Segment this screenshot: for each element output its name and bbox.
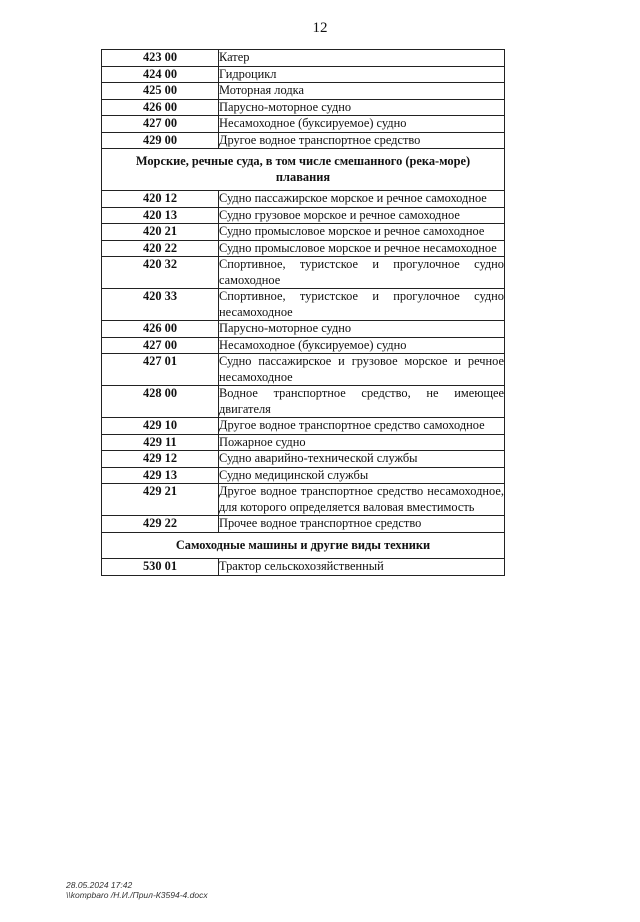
table-row xyxy=(102,207,505,224)
item-code: 424 00 xyxy=(102,66,219,83)
table-row xyxy=(102,66,505,83)
item-description: Прочее водное транспортное средство xyxy=(219,516,505,533)
section-header-row xyxy=(102,149,505,191)
item-code: 420 12 xyxy=(102,191,219,208)
section-title: Морские, речные суда, в том числе смешанного (река-море) плавания xyxy=(102,149,505,191)
table-row xyxy=(102,467,505,484)
footer-file-path: \\kompbaro /Н.И./Прил-К3594-4.docx xyxy=(66,890,208,900)
item-description: Несамоходное (буксируемое) судно xyxy=(219,337,505,354)
item-code: 429 22 xyxy=(102,516,219,533)
item-description: Судно медицинской службы xyxy=(219,467,505,484)
item-code: 530 01 xyxy=(102,559,219,576)
table-row xyxy=(102,321,505,338)
section-title: Самоходные машины и другие виды техники xyxy=(102,532,505,559)
item-description: Судно аварийно-технической службы xyxy=(219,451,505,468)
table-row xyxy=(102,289,505,321)
table-row xyxy=(102,50,505,67)
section-header-row xyxy=(102,532,505,559)
table-row xyxy=(102,484,505,516)
table-row xyxy=(102,559,505,576)
item-code: 427 01 xyxy=(102,354,219,386)
item-description: Моторная лодка xyxy=(219,83,505,100)
item-description: Гидроцикл xyxy=(219,66,505,83)
item-description: Судно промысловое морское и речное самоходное xyxy=(219,224,505,241)
table-row xyxy=(102,240,505,257)
item-description: Другое водное транспортное средство xyxy=(219,132,505,149)
item-code: 420 21 xyxy=(102,224,219,241)
item-code: 429 11 xyxy=(102,434,219,451)
item-description: Спортивное, туристское и прогулочное судно самоходное xyxy=(219,257,504,287)
item-code: 426 00 xyxy=(102,321,219,338)
table-row xyxy=(102,191,505,208)
item-code: 420 22 xyxy=(102,240,219,257)
item-code: 426 00 xyxy=(102,99,219,116)
table-row xyxy=(102,451,505,468)
item-description: Судно грузовое морское и речное самоходное xyxy=(219,207,505,224)
item-code: 420 13 xyxy=(102,207,219,224)
table-row xyxy=(102,434,505,451)
item-description: Трактор сельскохозяйственный xyxy=(219,559,505,576)
item-code: 423 00 xyxy=(102,50,219,67)
table-row xyxy=(102,516,505,533)
item-description: Парусно-моторное судно xyxy=(219,321,505,338)
item-description: Водное транспортное средство, не имеющее двигателя xyxy=(219,386,504,416)
item-code: 429 13 xyxy=(102,467,219,484)
item-code: 429 21 xyxy=(102,484,219,516)
item-description: Другое водное транспортное средство самоходное xyxy=(219,418,505,435)
table-row xyxy=(102,224,505,241)
item-description: Судно пассажирское и грузовое морское и речное несамоходное xyxy=(219,354,504,384)
item-code: 429 10 xyxy=(102,418,219,435)
item-description: Судно пассажирское морское и речное самоходное xyxy=(219,191,505,208)
table-row xyxy=(102,257,505,289)
item-code: 420 33 xyxy=(102,289,219,321)
item-code: 429 12 xyxy=(102,451,219,468)
table-row xyxy=(102,116,505,133)
item-code: 429 00 xyxy=(102,132,219,149)
item-description: Катер xyxy=(219,50,505,67)
table-row xyxy=(102,83,505,100)
table-row xyxy=(102,132,505,149)
item-code: 428 00 xyxy=(102,386,219,418)
item-code: 427 00 xyxy=(102,337,219,354)
item-description: Судно промысловое морское и речное несамоходное xyxy=(219,240,505,257)
item-description: Другое водное транспортное средство несамоходное, для которого определяется валовая вместимость xyxy=(219,484,504,514)
document-footer xyxy=(66,880,208,900)
table-row xyxy=(102,418,505,435)
table-row xyxy=(102,386,505,418)
table-row xyxy=(102,337,505,354)
classification-table xyxy=(101,49,505,576)
table-row xyxy=(102,354,505,386)
item-code: 427 00 xyxy=(102,116,219,133)
item-description: Пожарное судно xyxy=(219,434,505,451)
item-description: Несамоходное (буксируемое) судно xyxy=(219,116,505,133)
item-code: 420 32 xyxy=(102,257,219,289)
footer-timestamp: 28.05.2024 17:42 xyxy=(66,880,133,890)
item-description: Парусно-моторное судно xyxy=(219,99,505,116)
item-description: Спортивное, туристское и прогулочное судно несамоходное xyxy=(219,289,504,319)
table-row xyxy=(102,99,505,116)
item-code: 425 00 xyxy=(102,83,219,100)
page-number: 12 xyxy=(312,20,328,36)
